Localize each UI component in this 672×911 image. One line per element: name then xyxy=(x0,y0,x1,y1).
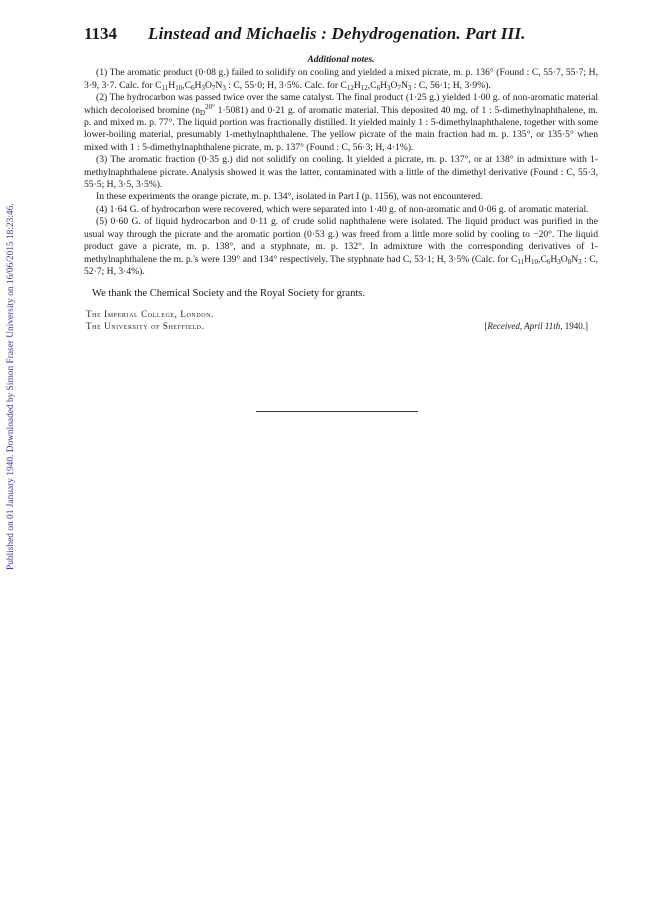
page-number: 1134 xyxy=(84,24,118,43)
download-notice: Published on 01 January 1940. Downloaded by Simon Fraser University on 16/06/2015 18:23:46. xyxy=(6,203,16,570)
running-title: Linstead and Michaelis : Dehydrogenation. Part III. xyxy=(148,24,526,43)
note-5: (5) 0·60 G. of liquid hydrocarbon and 0·11 g. of crude solid naphthalene were isolated. The liquid product was purified in the usual way through the picrate and the aromatic portion (0·53 g.) was freed from a little more solid by cooling to −20°. The liquid product gave a picrate, m. p. 138°, and a styphnate, m. p. 132°. In admixture with the corresponding derivatives of 1-methylnaphthalene the m. p.'s were 139° and 134° respectively. The styphnate had C, 53·1; H, 3·5% (Calc. for $C_{11}H_{10},C_6H_3O_8N_3$ : C, 52·7; H, 3·4%). xyxy=(84,216,598,277)
address-line-1: The Imperial College, London. xyxy=(86,309,214,320)
section-heading: Additional notes. xyxy=(307,54,375,65)
note-3: (3) The aromatic fraction (0·35 g.) did not solidify on cooling. It yielded a picrate, m. p. 137°, or at 138° in admixture with 1-methylnaphthalene picrate. Analysis showed it was the latter, contaminated with a little of the dimethyl derivative (Found : C, 55·3, 55·5; H, 3·5, 3·5%). xyxy=(84,154,598,191)
note-4: (4) 1·64 G. of hydrocarbon were recovered, which were separated into 1·40 g. of non-aromatic and 0·06 g. of aromatic material. xyxy=(96,203,589,215)
acknowledgement: We thank the Chemical Society and the Royal Society for grants. xyxy=(92,288,365,300)
address-line-2: The University of Sheffield. xyxy=(86,321,205,332)
article-body xyxy=(84,54,598,332)
page-header xyxy=(84,24,584,46)
received-date: [Received, April 11th, 1940.] xyxy=(484,321,588,332)
end-rule xyxy=(256,411,418,412)
note-2: (2) The hydrocarbon was passed twice over the same catalyst. The final product (1·25 g.) yielded 1·00 g. of non-aromatic material which decolorised bromine ($n_D^{20^\circ}$ 1·5081) and 0·21 g. of aromatic material. This deposited 40 mg. of 1 : 5-dimethylnaphthalene, m. p. and mixed m. p. 77°. The liquid portion was fractionally distilled. It yielded mainly 1 : 5-dimethylnaphthalene, together with some lower-boiling material, presumably 1-methylnaphthalene. The yellow picrate of the main fraction had m. p. 135°, or 135·5° when mixed with 1 : 5-dimethylnaphthalene picrate, m. p. 137° (Found : C, 56·3; H, 4·1%). xyxy=(84,92,599,153)
note-3-remark: In these experiments the orange picrate, m. p. 134°, isolated in Part I (p. 1156), was not encountered. xyxy=(96,191,483,203)
affiliations xyxy=(84,308,598,332)
note-1: (1) The aromatic product (0·08 g.) failed to solidify on cooling and yielded a mixed picrate, m. p. 136° (Found : C, 55·7, 55·7; H, 3·9, 3·7. Calc. for $C_{11}H_{10},C_6H_3O_7N_3$ : C, 55·0; H, 3·5%. Calc. for $C_{12}H_{12},C_6H_3O_7N_3$ : C, 56·1; H, 3·9%). xyxy=(84,67,598,92)
